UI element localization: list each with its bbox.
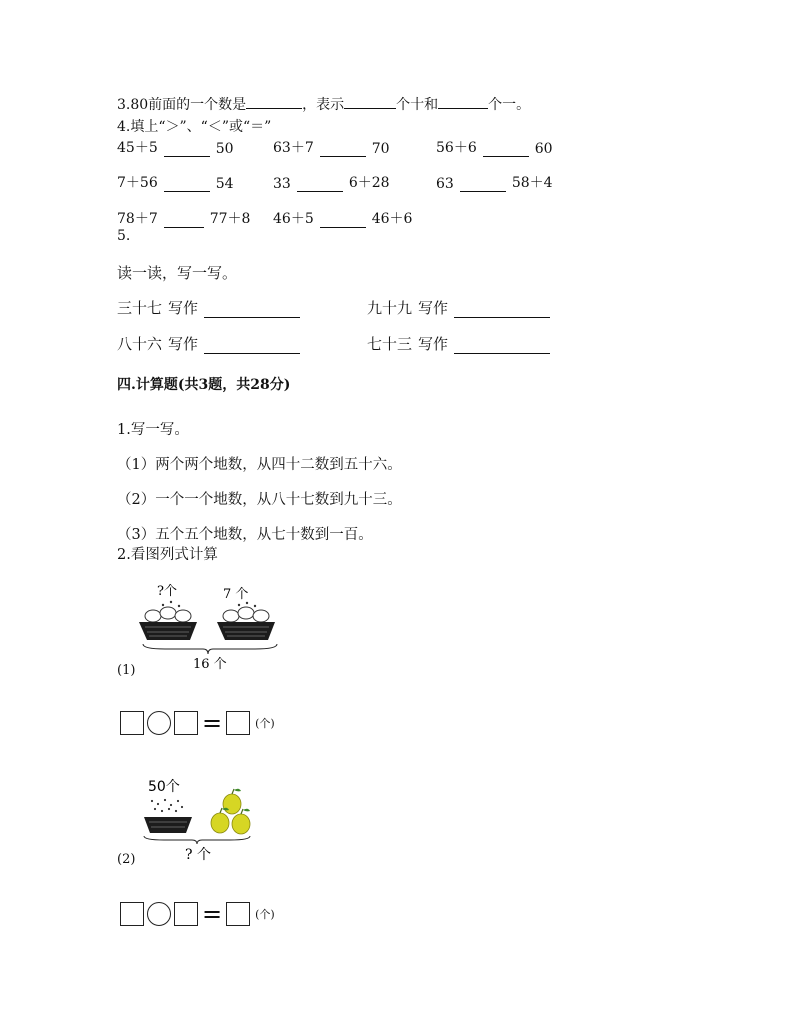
- compare-item: [117, 172, 234, 192]
- write-label: 写作: [418, 299, 449, 317]
- operator-circle[interactable]: [147, 902, 171, 926]
- basket-icon: [139, 601, 197, 640]
- question-5-number: 5.: [117, 228, 131, 244]
- number-word: 九十九: [367, 299, 413, 317]
- compare-item: [117, 137, 234, 157]
- total-label: 16 个: [193, 657, 227, 672]
- compare-right: 46＋6: [371, 211, 413, 227]
- answer-box[interactable]: [120, 711, 144, 735]
- operator-circle[interactable]: [147, 711, 171, 735]
- compare-item: [436, 137, 553, 157]
- write-blank[interactable]: [454, 339, 550, 354]
- number-word: 七十三: [367, 335, 413, 353]
- figure-label: (2): [117, 852, 136, 867]
- compare-left: 78＋7: [117, 211, 158, 227]
- number-word: 八十六: [117, 335, 163, 353]
- compare-item: [436, 172, 553, 192]
- answer-box[interactable]: [174, 902, 198, 926]
- compare-right: 70: [371, 141, 390, 157]
- equation-row: [120, 902, 275, 926]
- equals-sign: =: [202, 709, 223, 737]
- q3-blank-3[interactable]: [438, 96, 488, 109]
- figure-label: (1): [117, 663, 136, 678]
- compare-blank[interactable]: [164, 179, 210, 192]
- unknown-count-label: ?个: [157, 584, 177, 599]
- number-word: 三十七: [117, 299, 163, 317]
- basket-icon: [217, 602, 275, 640]
- compare-blank[interactable]: [320, 215, 366, 228]
- basket-count-label: 50个: [148, 779, 180, 795]
- figure-two-baskets: [135, 578, 295, 673]
- counting-item: （2）一个一个地数，从八十七数到九十三。: [117, 492, 402, 508]
- write-blank[interactable]: [204, 303, 300, 318]
- section-q1-title: 1.写一写。: [117, 422, 189, 438]
- compare-blank[interactable]: [164, 215, 204, 228]
- answer-box[interactable]: [120, 902, 144, 926]
- compare-right: 6＋28: [348, 175, 390, 191]
- counting-item: （1）两个两个地数，从四十二数到五十六。: [117, 457, 402, 473]
- write-blank[interactable]: [204, 339, 300, 354]
- read-write-item: [367, 333, 550, 354]
- compare-item: [273, 208, 412, 228]
- unit-label: (个): [255, 717, 275, 730]
- equation-row: [120, 711, 275, 735]
- total-label: ? 个: [185, 847, 211, 863]
- q3-end: 个一。: [488, 97, 531, 113]
- write-label: 写作: [168, 335, 199, 353]
- unit-label: (个): [255, 908, 275, 921]
- read-write-item: [367, 297, 550, 318]
- compare-left: 63＋7: [273, 140, 314, 156]
- compare-right: 50: [215, 141, 234, 157]
- compare-left: 63: [436, 176, 454, 192]
- brace-icon: [143, 644, 277, 654]
- q3-label: 3.80前面的一个数是: [117, 97, 247, 113]
- section-heading: 四.计算题(共3题，共28分): [117, 377, 291, 393]
- q3-blank-2[interactable]: [344, 96, 396, 109]
- write-label: 写作: [418, 335, 449, 353]
- compare-left: 45＋5: [117, 140, 158, 156]
- basket-icon: [144, 799, 192, 833]
- compare-left: 46＋5: [273, 211, 314, 227]
- answer-box[interactable]: [174, 711, 198, 735]
- compare-right: 60: [534, 141, 553, 157]
- q3-mid-2: 个十和: [396, 97, 439, 113]
- question-4-title: 4.填上“＞”、“＜”或“＝”: [117, 119, 272, 135]
- answer-box[interactable]: [226, 902, 250, 926]
- counting-item: （3）五个五个地数，从七十数到一百。: [117, 527, 373, 543]
- read-write-item: [117, 297, 300, 318]
- compare-blank[interactable]: [297, 179, 343, 192]
- answer-box[interactable]: [226, 711, 250, 735]
- write-label: 写作: [168, 299, 199, 317]
- q3-blank-1[interactable]: [246, 96, 302, 109]
- compare-item: [273, 172, 390, 192]
- brace-icon: [144, 836, 250, 844]
- question-5-instruction: 读一读，写一写。: [117, 264, 238, 282]
- compare-blank[interactable]: [164, 144, 210, 157]
- compare-item: [273, 137, 390, 157]
- compare-item: [117, 208, 250, 228]
- section-q2-title: 2.看图列式计算: [117, 547, 218, 563]
- q3-mid-1: ，表示: [302, 97, 345, 113]
- compare-left: 56＋6: [436, 140, 477, 156]
- write-blank[interactable]: [454, 303, 550, 318]
- compare-blank[interactable]: [320, 144, 366, 157]
- read-write-item: [117, 333, 300, 354]
- figure-basket-and-pears: [140, 773, 270, 865]
- compare-right: 58＋4: [511, 175, 553, 191]
- equals-sign: =: [202, 900, 223, 928]
- compare-right: 54: [215, 176, 234, 192]
- compare-blank[interactable]: [460, 179, 506, 192]
- basket-count-label: 7 个: [223, 587, 249, 602]
- question-3: [117, 94, 530, 114]
- compare-left: 7＋56: [117, 175, 158, 191]
- compare-blank[interactable]: [483, 144, 529, 157]
- compare-right: 77＋8: [209, 211, 251, 227]
- compare-left: 33: [273, 176, 291, 192]
